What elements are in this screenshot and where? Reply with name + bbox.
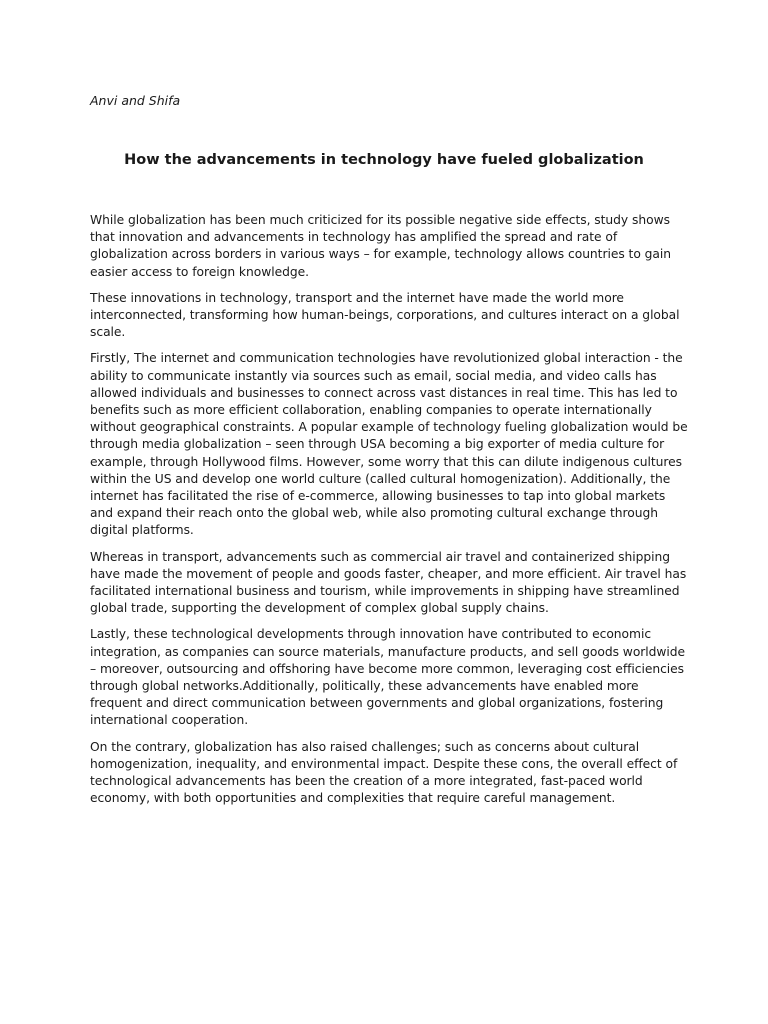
paragraph-economic: Lastly, these technological developments through innovation have contributed to economic integration, as companies can source materials, manufacture products, and sell goods worldwide – moreover, outsourcing and offshoring have become more common, leveraging cost efficiencies through global networks.Additionally, politically, these advancements have enabled more frequent and direct communication between governments and global organizations, fostering international cooperation. xyxy=(90,627,686,728)
paragraph-internet: Firstly, The internet and communication technologies have revolutionized global interaction - the ability to communicate instantly via sources such as email, social media, and video calls has allowed individuals and businesses to connect across vast distances in real time. This has led to benefits such as more efficient collaboration, enabling companies to operate internationally without geographical constraints. A popular example of technology fueling globalization would be through media globalization – seen through USA becoming a big exporter of media culture for example, through Hollywood films. However, some worry that this can dilute indigenous cultures within the US and develop one world culture (called cultural homogenization). Additionally, the internet has facilitated the rise of e-commerce, allowing businesses to tap into global markets and expand their reach onto the global web, while also promoting cultural exchange through digital platforms. xyxy=(90,351,688,538)
paragraph-transport: Whereas in transport, advancements such as commercial air travel and containerized shipping have made the movement of people and goods faster, cheaper, and more efficient. Air travel has facilitated international business and tourism, while improvements in shipping have streamlined global trade, supporting the development of complex global supply chains. xyxy=(90,549,687,616)
document-authors: Anvi and Shifa xyxy=(90,93,181,108)
paragraph-conclusion: On the contrary, globalization has also raised challenges; such as concerns about cultural homogenization, inequality, and environmental impact. Despite these cons, the overall effect of technological advancements has been the creation of a more integrated, fast-paced world economy, with both opportunities and complexities that require careful management. xyxy=(90,739,678,806)
paragraph-innovations: These innovations in technology, transport and the internet have made the world more interconnected, transforming how human-beings, corporations, and cultures interact on a global scale. xyxy=(90,290,680,340)
paragraph-intro: While globalization has been much criticized for its possible negative side effects, study shows that innovation and advancements in technology has amplified the spread and rate of globalization across borders in various ways – for example, technology allows countries to gain easier access to foreign knowledge. xyxy=(90,213,672,279)
document-title: How the advancements in technology have fueled globalization xyxy=(124,152,644,168)
document-body xyxy=(90,212,690,817)
